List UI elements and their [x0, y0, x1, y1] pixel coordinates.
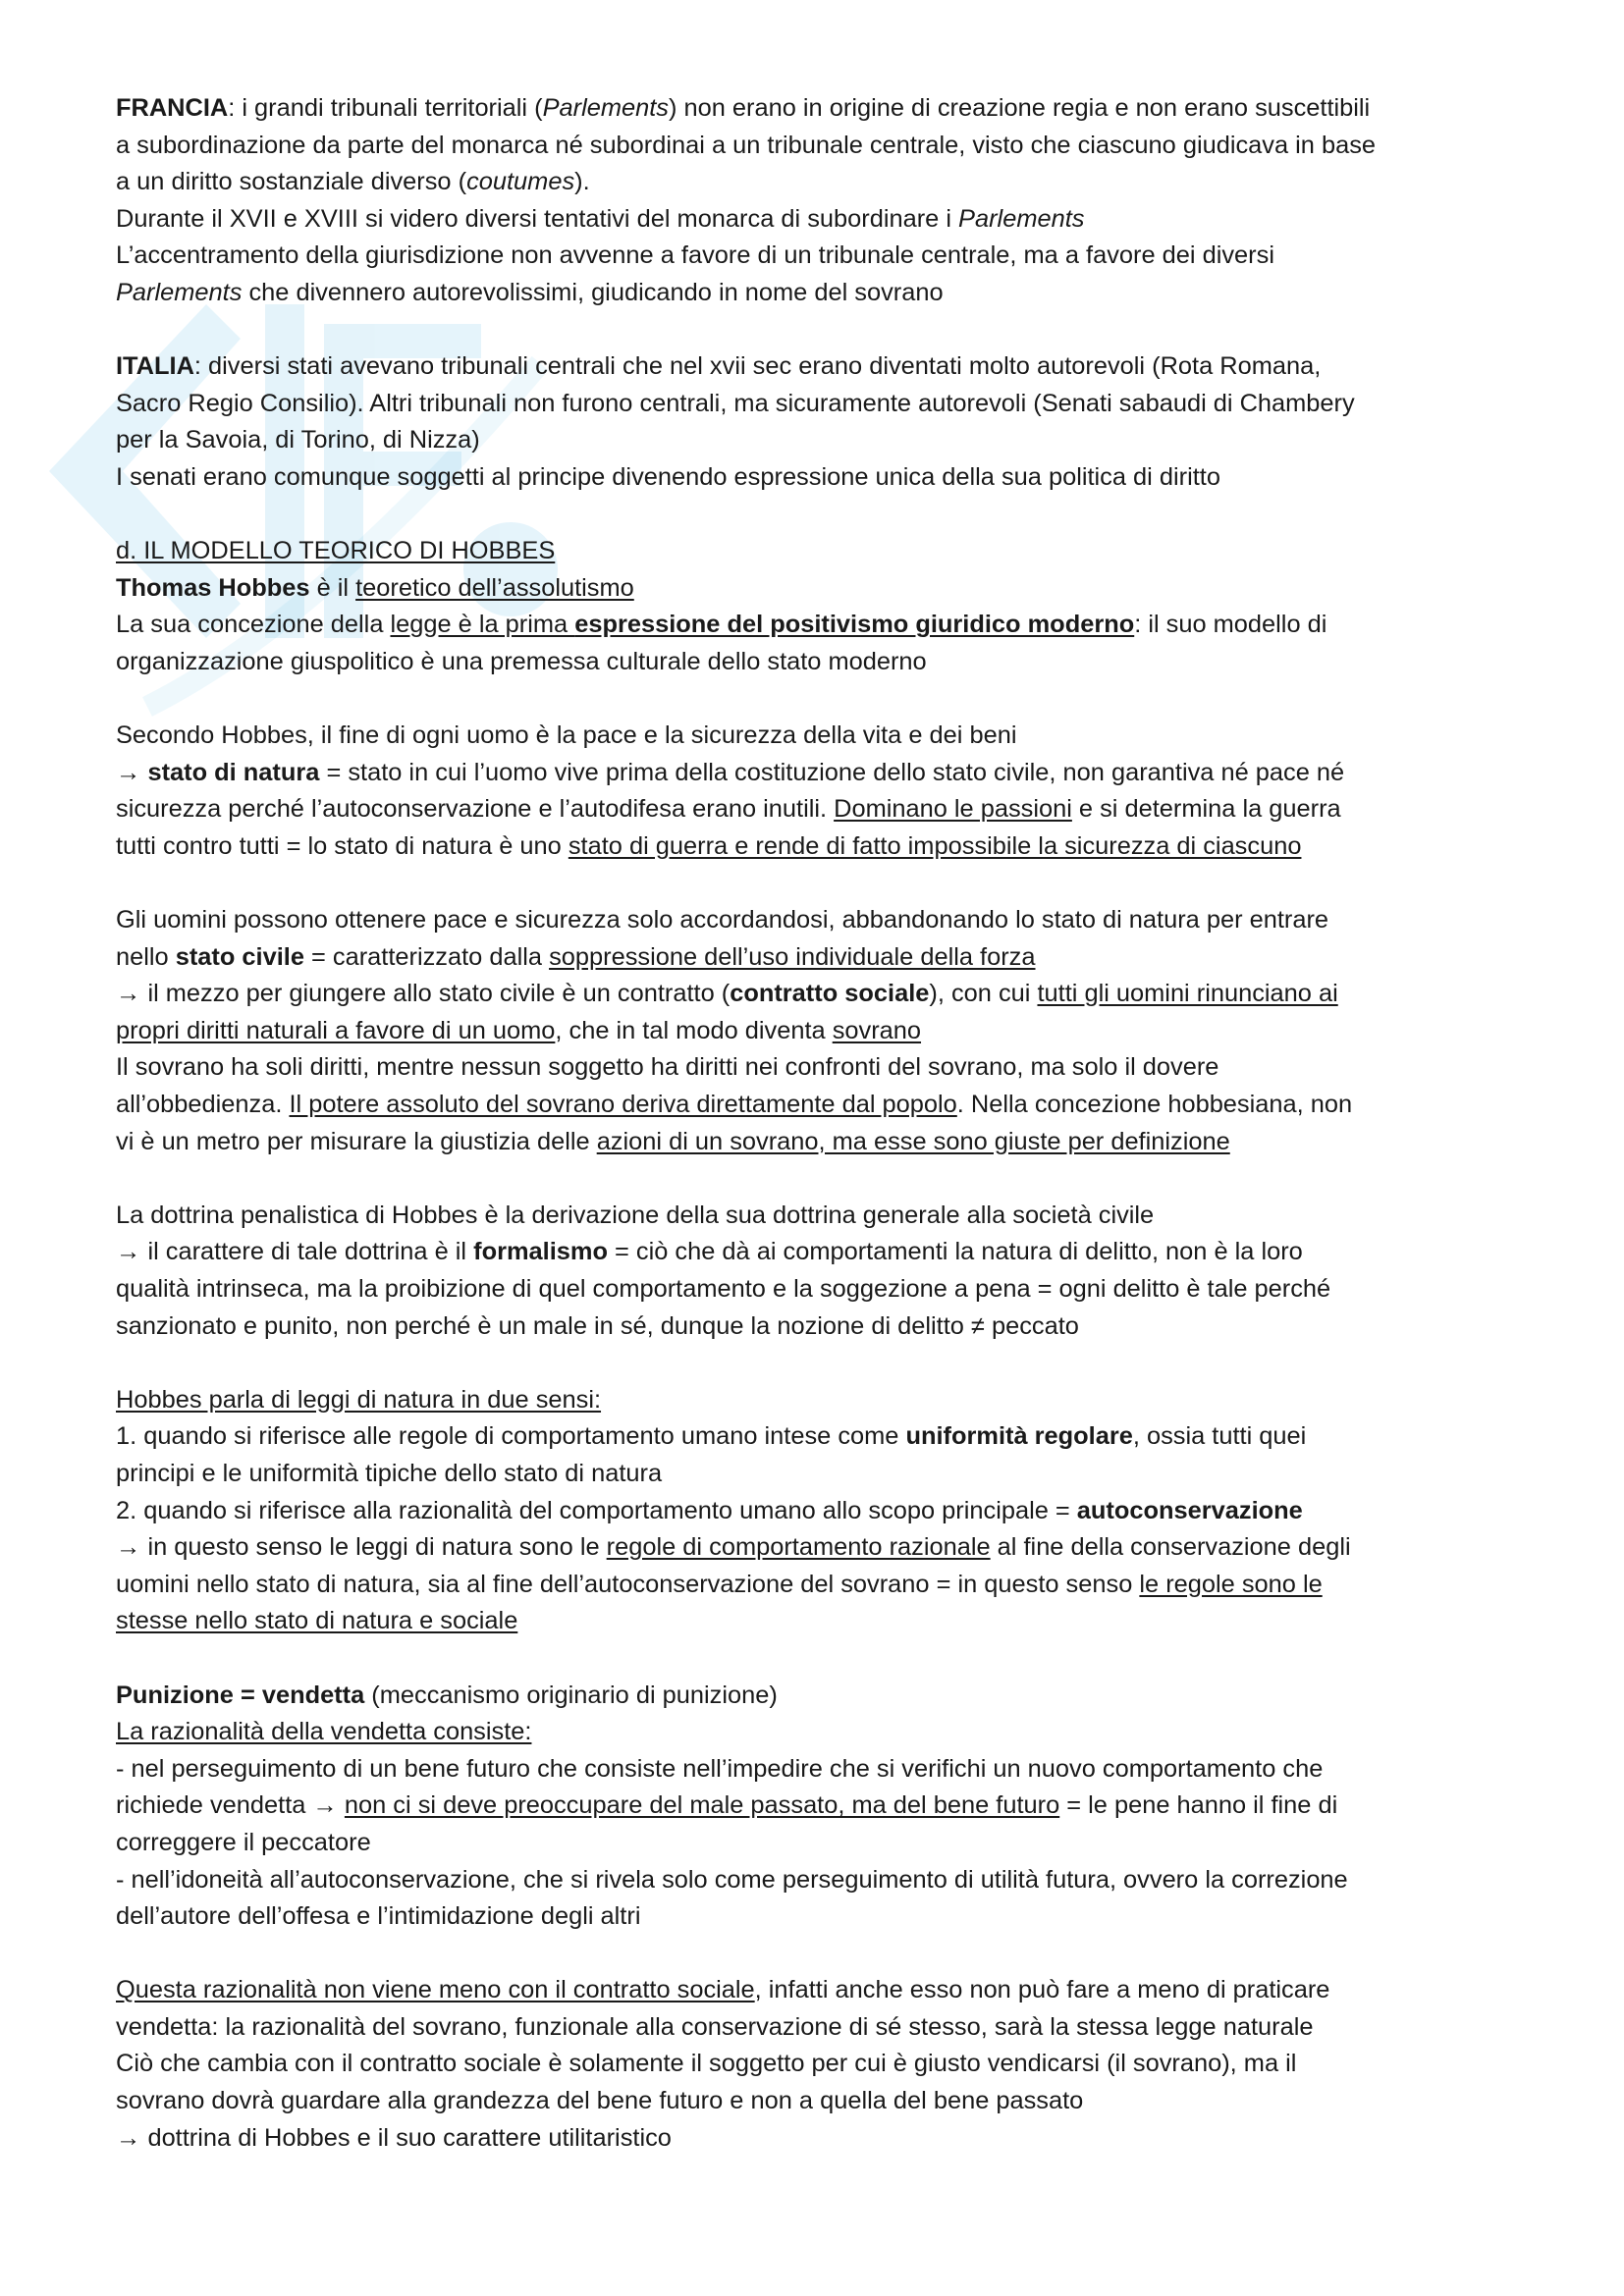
- text-line: vendetta: la razionalità del sovrano, funzionale alla conservazione di sé stesso, sarà la stessa legge naturale: [116, 2012, 1314, 2041]
- text-line: dell’autore dell’offesa e l’intimidazione degli altri: [116, 1902, 641, 1931]
- text-line: qualità intrinseca, ma la proibizione di quel comportamento e la soggezione a pena = ogni delitto è tale perché: [116, 1275, 1331, 1303]
- section-italia: [116, 348, 1520, 496]
- section-dottrina-penale: [116, 1198, 1520, 1345]
- text-line: nello stato civile = caratterizzato dalla soppressione dell’uso individuale della forza: [116, 942, 1036, 971]
- text-line: all’obbedienza. Il potere assoluto del sovrano deriva direttamente dal popolo. Nella concezione hobbesiana, non: [116, 1091, 1353, 1119]
- text-line: → dottrina di Hobbes e il suo carattere utilitaristico: [116, 2123, 672, 2152]
- text-line: per la Savoia, di Torino, di Nizza): [116, 426, 480, 454]
- text-line: ITALIA: diversi stati avevano tribunali centrali che nel xvii sec erano diventati molto autorevoli (Rota Romana,: [116, 352, 1322, 381]
- text-line: a un diritto sostanziale diverso (coutumes).: [116, 168, 590, 196]
- text-line: stesse nello stato di natura e sociale: [116, 1607, 518, 1635]
- text-line: Durante il XVII e XVIII si videro diversi tentativi del monarca di subordinare i Parlements: [116, 204, 1085, 233]
- text-line: La dottrina penalistica di Hobbes è la derivazione della sua dottrina generale alla società civile: [116, 1201, 1155, 1229]
- text-line: richiede vendetta → non ci si deve preoccupare del male passato, ma del bene futuro = le pene hanno il fine di: [116, 1791, 1338, 1820]
- notes-body: [116, 90, 1520, 2157]
- text-line: vi è un metro per misurare la giustizia delle azioni di un sovrano, ma esse sono giuste per definizione: [116, 1127, 1230, 1155]
- text-line: sanzionato e punito, non perché è un male in sé, dunque la nozione di delitto ≠ peccato: [116, 1311, 1079, 1340]
- text-line: - nel perseguimento di un bene futuro che consiste nell’impedire che si verifichi un nuovo comportamento che: [116, 1754, 1324, 1783]
- section-punizione: [116, 1678, 1520, 1936]
- text-line: Punizione = vendetta (meccanismo originario di punizione): [116, 1681, 778, 1709]
- text-line: → stato di natura = stato in cui l’uomo vive prima della costituzione dello stato civile, non garantiva né pace né: [116, 758, 1345, 786]
- text-line: tutti contro tutti = lo stato di natura è uno stato di guerra e rende di fatto impossibile la sicurezza di ciascuno: [116, 831, 1302, 860]
- country-label: FRANCIA: [116, 94, 229, 122]
- text-line: a subordinazione da parte del monarca né subordinai a un tribunale centrale, visto che ciascuno giudicava in base: [116, 131, 1377, 159]
- text-line: 2. quando si riferisce alla razionalità del comportamento umano allo scopo principale = autoconservazione: [116, 1496, 1303, 1524]
- text-line: - nell’idoneità all’autoconservazione, che si rivela solo come perseguimento di utilità futura, ovvero la correzione: [116, 1865, 1348, 1894]
- text-line: Parlements che divennero autorevolissimi, giudicando in nome del sovrano: [116, 278, 944, 306]
- text-line: La sua concezione della legge è la prima espressione del positivismo giuridico moderno: il suo modello di: [116, 611, 1327, 639]
- section-stato-natura: [116, 718, 1520, 865]
- text-line: Secondo Hobbes, il fine di ogni uomo è la pace e la sicurezza della vita e dei beni: [116, 721, 1017, 750]
- text-line: FRANCIA: i grandi tribunali territoriali (Parlements) non erano in origine di creazione regia e non erano suscettibili: [116, 94, 1371, 122]
- section-stato-civile: [116, 902, 1520, 1160]
- text-line: → il mezzo per giungere allo stato civile è un contratto (contratto sociale), con cui tutti gli uomini rinunciano ai: [116, 980, 1338, 1008]
- text-line: Gli uomini possono ottenere pace e sicurezza solo accordandosi, abbandonando lo stato di natura per entrare: [116, 906, 1329, 934]
- text-line: Thomas Hobbes è il teoretico dell’assolutismo: [116, 573, 634, 602]
- text-line: I senati erano comunque soggetti al principe divenendo espressione unica della sua politica di diritto: [116, 462, 1220, 491]
- text-line: Il sovrano ha soli diritti, mentre nessun soggetto ha diritti nei confronti del sovrano, ma solo il dovere: [116, 1053, 1219, 1082]
- text-line: uomini nello stato di natura, sia al fine dell’autoconservazione del sovrano = in questo senso le regole sono le: [116, 1570, 1323, 1598]
- section-heading: d. IL MODELLO TEORICO DI HOBBES: [116, 537, 556, 565]
- text-line: 1. quando si riferisce alle regole di comportamento umano intese come uniformità regolare, ossia tutti quei: [116, 1422, 1307, 1451]
- section-leggi-natura: [116, 1382, 1520, 1640]
- section-razionalita: [116, 1972, 1520, 2157]
- country-label: ITALIA: [116, 352, 194, 381]
- text-line: Questa razionalità non viene meno con il contratto sociale, infatti anche esso non può fare a meno di praticare: [116, 1976, 1330, 2004]
- text-line: sovrano dovrà guardare alla grandezza del bene futuro e non a quella del bene passato: [116, 2087, 1084, 2115]
- text-line: Ciò che cambia con il contratto sociale è solamente il soggetto per cui è giusto vendicarsi (il sovrano), ma il: [116, 2050, 1297, 2078]
- text-line: L’accentramento della giurisdizione non avvenne a favore di un tribunale centrale, ma a favore dei diversi: [116, 241, 1274, 270]
- section-francia: [116, 90, 1520, 312]
- section-hobbes: [116, 533, 1520, 680]
- section-heading: Hobbes parla di leggi di natura in due sensi:: [116, 1385, 602, 1414]
- text-line: sicurezza perché l’autoconservazione e l’autodifesa erano inutili. Dominano le passioni e si determina la guerra: [116, 795, 1341, 824]
- text-line: organizzazione giuspolitico è una premessa culturale dello stato moderno: [116, 647, 927, 675]
- text-line: principi e le uniformità tipiche dello stato di natura: [116, 1459, 663, 1487]
- text-line: → il carattere di tale dottrina è il formalismo = ciò che dà ai comportamenti la natura di delitto, non è la loro: [116, 1238, 1303, 1266]
- text-line: → in questo senso le leggi di natura sono le regole di comportamento razionale al fine della conservazione degli: [116, 1533, 1351, 1562]
- text-line: propri diritti naturali a favore di un uomo, che in tal modo diventa sovrano: [116, 1016, 922, 1044]
- section-heading: La razionalità della vendetta consiste:: [116, 1718, 532, 1746]
- text-line: Sacro Regio Consilio). Altri tribunali non furono centrali, ma sicuramente autorevoli (Senati sabaudi di Chambery: [116, 389, 1355, 417]
- text-line: correggere il peccatore: [116, 1828, 371, 1856]
